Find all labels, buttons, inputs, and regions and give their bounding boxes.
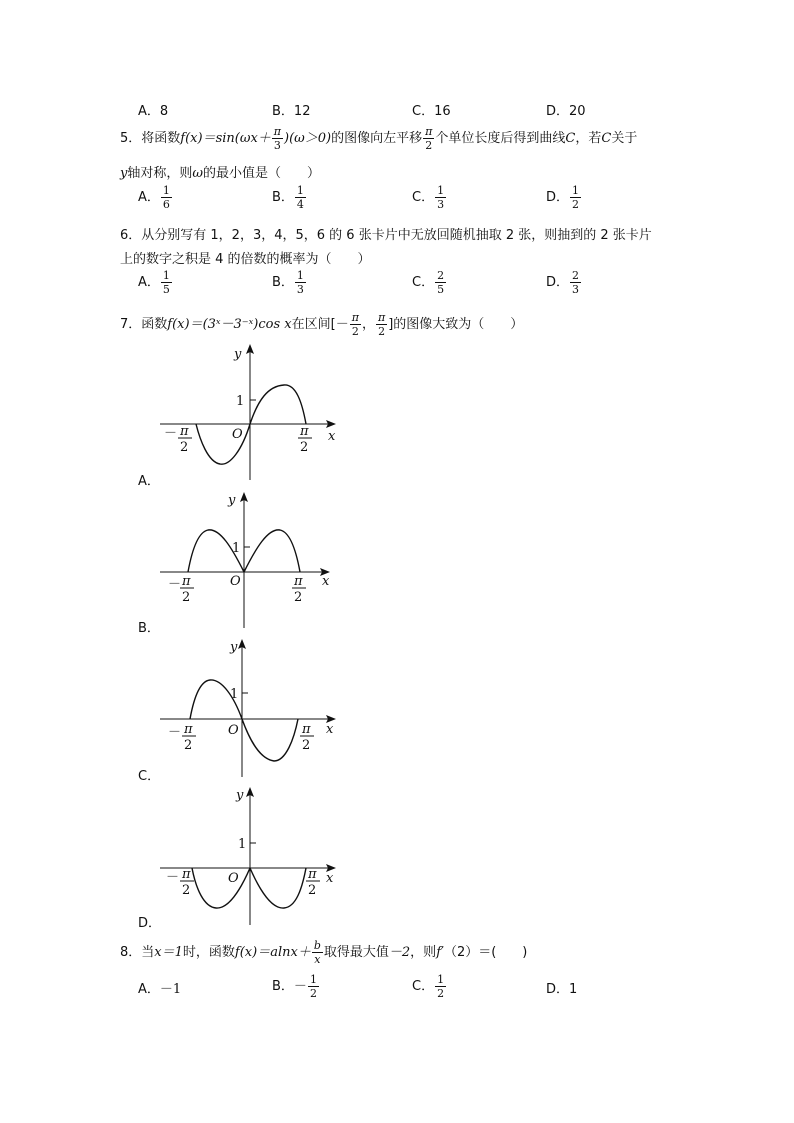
graph-b-pos-pi: π [294, 574, 303, 589]
graph-d-x-label: x [326, 871, 334, 886]
graph-a-origin-label: O [232, 427, 243, 442]
graph-d-origin-label: O [228, 871, 239, 886]
q8-stem: 8．当x＝1时，函数f(x)＝alnx＋ $\frac{b}{x}$ 取得最大值－2，则f′（2）＝( ) [120, 939, 528, 966]
graph-b-neg-pi: π [182, 574, 191, 589]
q7-option-d: D． [138, 916, 162, 931]
q4-option-c: C．16 [412, 104, 451, 119]
graph-a-neg-sign: － [164, 426, 178, 441]
graph-a-neg-two: 2 [180, 440, 189, 455]
q4-option-a: A．8 [138, 104, 169, 119]
graph-a-pos-pi: π [300, 424, 309, 439]
graph-d-one-label: 1 [238, 837, 247, 852]
graph-b-neg-two: 2 [182, 590, 191, 605]
graph-c-pos-pi: π [302, 722, 311, 737]
graph-b-y-label: y [228, 493, 236, 508]
graph-a-x-label: x [328, 429, 336, 444]
graph-c-neg-two: 2 [184, 738, 193, 753]
graph-a-neg-pi: π [180, 424, 189, 439]
q8-option-b: B．－ $\frac{1}{2}$ [272, 973, 317, 1000]
q7-graph-d [160, 783, 350, 928]
graph-c-pos-two: 2 [302, 738, 311, 753]
q4-option-b: B．12 [272, 104, 311, 119]
q7-stem: 7．函数f(x)＝(3ˣ－3⁻ˣ)cos x在区间[－ $\frac{\pi}{2}$ ， $\frac{\pi}{2}$ ]的图像大致为（ ） [120, 311, 524, 338]
graph-c-x-label: x [326, 722, 334, 737]
q6-option-d: D． $\frac{2}{3}$ [546, 269, 580, 296]
q5-option-a: A． $\frac{1}{6}$ [138, 184, 170, 211]
graph-b-pos-two: 2 [294, 590, 303, 605]
graph-c-neg-sign: － [168, 725, 182, 740]
q8-option-c: C． $\frac{1}{2}$ [412, 973, 445, 1000]
q6-option-c: C． $\frac{2}{5}$ [412, 269, 445, 296]
graph-d-neg-sign: － [166, 870, 180, 885]
q5-line1: 5．将函数f(x)＝sin(ωx＋ $\frac{\pi}{3}$ )(ω＞0)的图像向左平移 $\frac{\pi}{2}$ 个单位长度后得到曲线C，若C关于 [120, 125, 638, 152]
q4-option-d: D．20 [546, 104, 586, 119]
graph-b-one-label: 1 [232, 541, 241, 556]
graph-d-y-label: y [236, 788, 244, 803]
graph-a-pos-two: 2 [300, 440, 309, 455]
q7-graph-a [160, 340, 350, 480]
q5-option-c: C． $\frac{1}{3}$ [412, 184, 445, 211]
graph-c-origin-label: O [228, 723, 239, 738]
q7-option-c: C． [138, 769, 161, 784]
q7-option-a: A． [138, 474, 160, 489]
graph-b-origin-label: O [230, 574, 241, 589]
graph-c-neg-pi: π [184, 722, 193, 737]
q7-graph-c [160, 635, 350, 780]
graph-d-pos-pi: π [308, 867, 317, 882]
q6-option-a: A． $\frac{1}{5}$ [138, 269, 170, 296]
q6-line1: 6．从分别写有 1，2，3，4，5，6 的 6 张卡片中无放回随机抽取 2 张，则抽到的 2 张卡片 [120, 228, 652, 243]
graph-a-y-label: y [234, 347, 242, 362]
graph-a-one-label: 1 [236, 394, 245, 409]
q7-option-b: B． [138, 621, 160, 636]
graph-c-y-label: y [230, 640, 238, 655]
graph-b-x-label: x [322, 574, 330, 589]
q7-graph-b [160, 488, 350, 628]
q8-option-a: A．－1 [138, 982, 182, 997]
q5-option-d: D． $\frac{1}{2}$ [546, 184, 580, 211]
q5-option-b: B． $\frac{1}{4}$ [272, 184, 304, 211]
q6-option-b: B． $\frac{1}{3}$ [272, 269, 304, 296]
graph-c-one-label: 1 [230, 687, 239, 702]
q6-line2: 上的数字之积是 4 的倍数的概率为（ ） [120, 252, 371, 267]
graph-d-pos-two: 2 [308, 883, 317, 898]
q8-option-d: D．1 [546, 982, 578, 997]
graph-b-neg-sign: － [168, 577, 182, 592]
graph-d-neg-two: 2 [182, 883, 191, 898]
q5-line2: y轴对称，则ω的最小值是（ ） [120, 166, 320, 181]
graph-d-neg-pi: π [182, 867, 191, 882]
